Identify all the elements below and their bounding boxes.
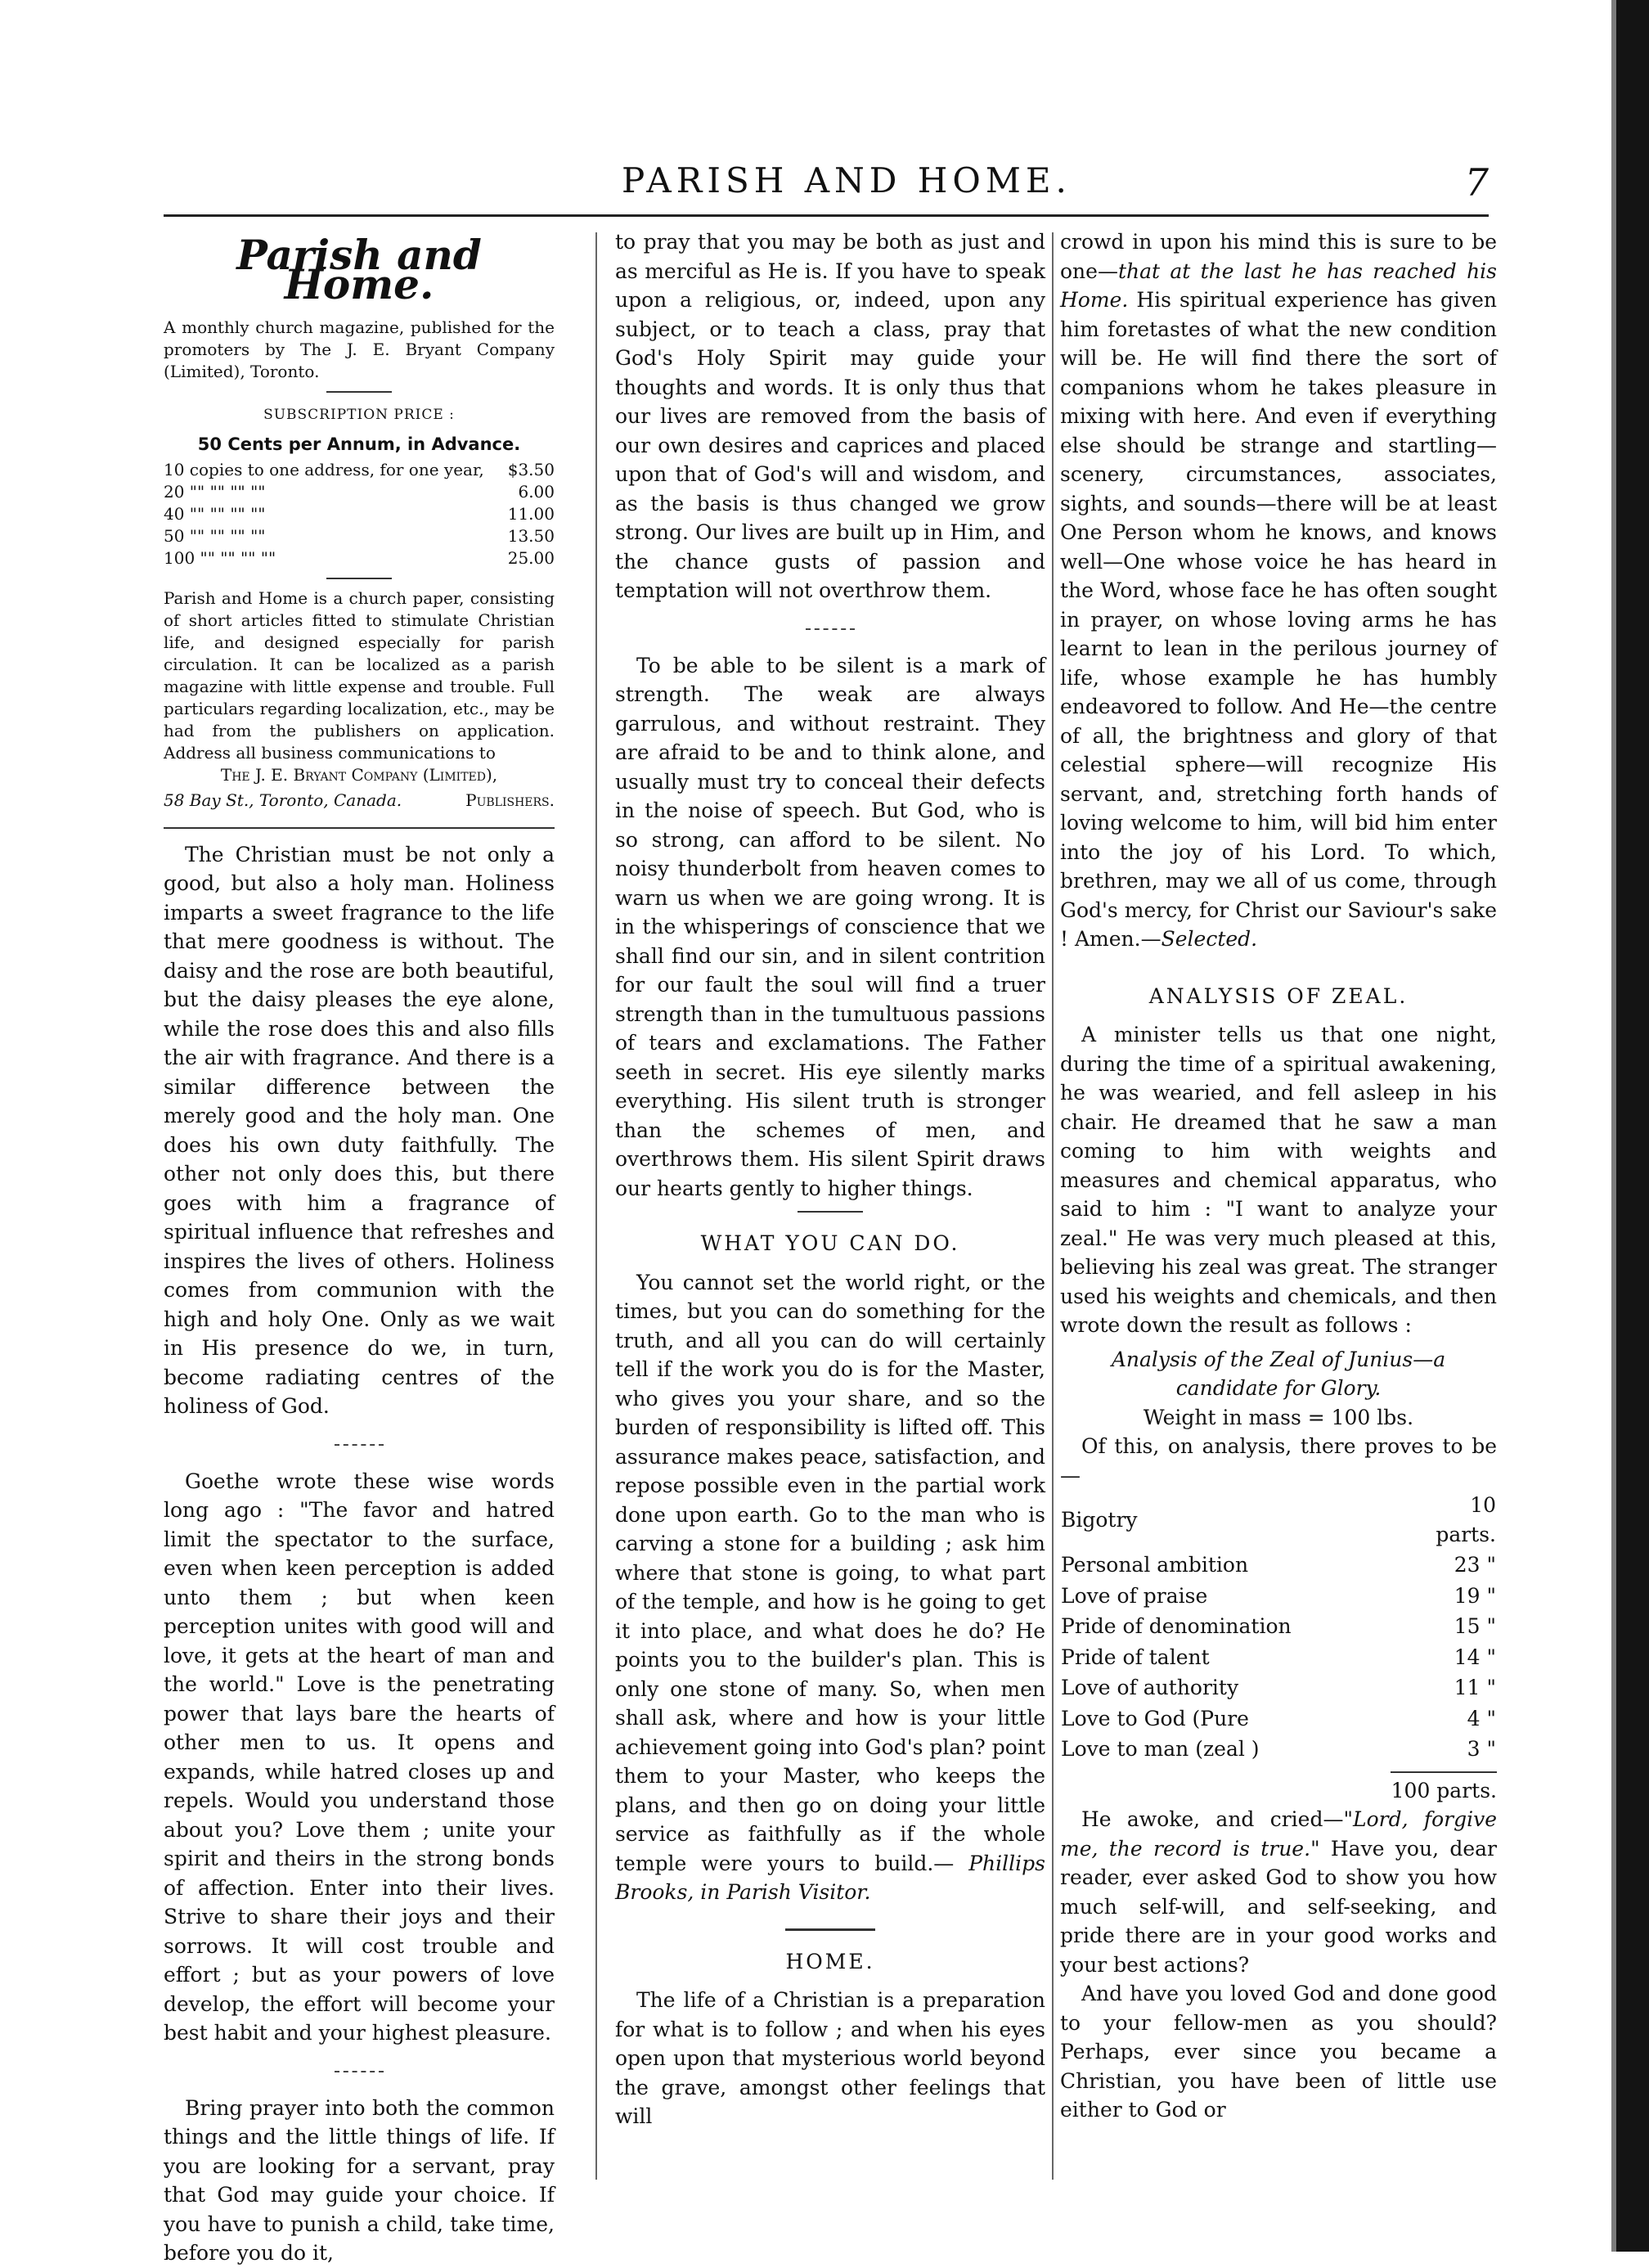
publisher-row	[164, 786, 555, 816]
separator	[806, 628, 855, 630]
column-3	[1060, 227, 1497, 2125]
awoke-paragraph: He awoke, and cried—"Lord, forgive me, the record is true." Have you, dear reader, ever asked God to show you how much self-will, and self-seeking, and pride there are in your good works and your best actions?	[1060, 1807, 1497, 1977]
subscription-label: SUBSCRIPTION PRICE :	[263, 407, 455, 423]
prayer-paragraph: Bring prayer into both the common things and the little things of life. If you are looking for a servant, pray that God may guide your choice. If you have to punish a child, take time, before you do it,	[164, 2095, 555, 2265]
prayer-continued: to pray that you may be both as just and as merciful as He is. If you have to speak upon a religious, or, indeed, upon any subject, or to teach a class, pray that God's Holy Spirit may guide your thoughts and words. It is only thus that our lives are removed from the basis of our own desires and caprices and placed upon that of God's will and wisdom, and as the basis is thus changed we grow strong. Our lives are built up in Him, and the chance gusts of passion and temptation will not overthrow them.	[615, 230, 1045, 602]
masthead-description: A monthly church magazine, published for the promoters by The J. E. Bryant Company (Limited), Toronto.	[164, 317, 555, 381]
rates-table	[164, 459, 555, 569]
what-you-can-do-credit: Phillips Brooks, in Parish Visitor.	[615, 1851, 1045, 1904]
header-rule	[164, 214, 1489, 217]
zeal-proves: Of this, on analysis, there proves to be—	[1060, 1434, 1497, 1487]
holiness-paragraph: The Christian must be not only a good, but also a holy man. Holiness imparts a sweet fragrance to the life that mere goodness is without. The daisy and the rose are both beautiful, but the daisy pleases the eye alone, while the rose does this and also fills the air with fragrance. And there is a similar difference between the merely good and the holy man. One does his own duty faithfully. The other not only does this, but there goes with him a fragrance of spiritual influence that refreshes and inspires the lives of others. Holiness comes from communion with the high and holy One. Only as we wait in His presence do we, in turn, become radiating centres of the holiness of God.	[164, 842, 555, 1418]
separator	[335, 1444, 384, 1446]
silent-paragraph: To be able to be silent is a mark of strength. The weak are always garrulous, and without restraint. They are afraid to be and to think alone, and usually must try to conceal their defects in the noise of speech. But God, who is so strong, can afford to be silent. No noisy thunderbolt from heaven comes to warn us when we are going wrong. It is in the whisperings of conscience that we shall find our sin, and in silent contrition for our fault the soul will find a truer strength than in the tumultuous passions of tears and exclamations. The Father seeth in secret. His eye silently marks everything. His silent truth is stronger than the schemes of men, and overthrows them. His silent Spirit draws our hearts gently to higher things.	[615, 653, 1045, 1200]
home-credit: Selected.	[1161, 927, 1258, 951]
separator	[335, 2071, 384, 2072]
zeal-row: Love to God (Pure 4 "	[1061, 1706, 1496, 1730]
zeal-weight: Weight in mass = 100 lbs.	[1143, 1405, 1414, 1429]
divider	[785, 1928, 875, 1931]
divider	[798, 1211, 863, 1213]
zeal-row: Pride of talent 14 "	[1061, 1645, 1496, 1669]
what-you-can-do-heading: WHAT YOU CAN DO.	[700, 1231, 960, 1255]
goethe-paragraph: Goethe wrote these wise words long ago : "The favor and hatred limit the spectator to the surface, even when keen perception is added unto them ; but when keen perception unites with good will and love, it gets at the heart of man and the world." Love is the penetrating power that lays bare the hearts of other men to us. It opens and expands, while hatred closes up and repels. Would you understand those about you? Love them ; unite your spirit and theirs in the strong bonds of affection. Enter into their lives. Strive to share their joys and their sorrows. It will cost trouble and effort ; but as your powers of love develop, the effort will become your best habit and your highest pleasure.	[164, 1469, 555, 2045]
publisher-name: The J. E. Bryant Company (Limited),	[220, 765, 498, 785]
divider	[326, 578, 392, 579]
home-continued: crowd in upon his mind this is sure to be one—that at the last he has reached his Home. His spiritual experience has given him foretastes of what the new condition will be. He will find there the sort of companions whom he takes pleasure in mixing with here. And even if everything else should be strange and startling—scenery, circumstances, associates, sights, and sounds—there will be at least One Person whom he knows, and knows well—One whose voice he has heard in the Word, whose face he has often sought in prayer, on whose loving arms he has learnt to lean in the perilous journey of life, whose example he has humbly endeavored to follow. And He—the centre of all, the brightness and glory of that celestial sphere—will recognize His servant, and, stretching forth hands of loving welcome to him, will bid him enter into the joy of his Lord. To which, brethren, may we all of us come, through God's mercy, for Christ our Saviour's sake ! Amen.—Selected.	[1060, 230, 1497, 951]
masthead-about: Parish and Home is a church paper, consisting of short articles fitted to stimulate Christian life, and designed especially for parish circulation. It can be localized as a parish magazine with little expense and trouble. Full particulars regarding localization, etc., may be had from the publishers on application. Address all business communications to	[164, 588, 555, 763]
rate-row: 100 "" "" "" "" 25.00	[164, 548, 555, 568]
zeal-row: Bigotry 10 parts.	[1061, 1493, 1496, 1546]
masthead-title: Parish and Home.	[236, 231, 482, 308]
zeal-intro: A minister tells us that one night, during the time of a spiritual awakening, he was wearied, and fell asleep in his chair. He dreamed that he saw a man coming to him with weights and measures and chemical apparatus, who said to him : "I want to analyze your zeal." He was very much pleased at this, believing his zeal was great. The stranger used his weights and chemicals, and then wrote down the result as follows :	[1060, 1023, 1497, 1337]
page-number: 7	[1464, 160, 1489, 205]
running-header	[164, 160, 1489, 209]
header-title: PARISH AND HOME.	[622, 160, 1072, 200]
rate-row: 50 "" "" "" "" 13.50	[164, 526, 555, 546]
divider	[326, 391, 392, 393]
rate-row: 20 "" "" "" "" 6.00	[164, 482, 555, 502]
page-edge	[1616, 0, 1649, 2252]
masthead-rule	[164, 827, 555, 829]
zeal-row: Love of authority 11 "	[1061, 1676, 1496, 1699]
zeal-row: Love of praise 19 "	[1061, 1583, 1496, 1608]
zeal-row: Love to man (zeal ) 3 "	[1061, 1737, 1496, 1761]
total-rule	[1391, 1771, 1497, 1773]
zeal-row: Pride of denomination 15 "	[1061, 1614, 1496, 1638]
publisher-address: 58 Bay St., Toronto, Canada.	[164, 790, 402, 810]
closing-paragraph: And have you loved God and done good to your fellow-men as you should? Perhaps, ever since you became a Christian, you have been of little use either to God or	[1060, 1982, 1497, 2122]
subscription-price: 50 Cents per Annum, in Advance.	[197, 434, 521, 454]
column-rule-1	[595, 232, 597, 2180]
publisher-label: Publishers.	[465, 790, 555, 810]
what-you-can-do-text: You cannot set the world right, or the times, but you can do something for the truth, and all you can do will certainly tell if the work you do is for the Master, who gives you your share, and so the burden of responsibility is lifted off. This assurance makes peace, satisfaction, and repose possible even in the partial work done upon earth. Go to the man who is carving a stone for a building ; ask him where that stone is going, to what part of the temple, and how is he going to get it into place, and what does he do? He points you to the builder's plan. This is only one stone of many. So, when men shall ask, where and how is your little achievement going into God's plan? point them to your Master, who keeps the plans, and then go on doing your little service as faithfully as if the whole temple were yours to build.— Phillips Brooks, in Parish Visitor.	[615, 1270, 1045, 1904]
zeal-analysis-title: Analysis of the Zeal of Junius—a candidate for Glory.	[1111, 1347, 1446, 1400]
zeal-table	[1060, 1490, 1497, 1765]
column-rule-2	[1052, 232, 1054, 2180]
column-2	[615, 227, 1045, 2131]
rate-row: 10 copies to one address, for one year, $3.50	[164, 460, 555, 479]
zeal-total: 100 parts.	[1391, 1778, 1497, 1802]
zeal-row: Personal ambition 23 "	[1061, 1553, 1496, 1577]
home-heading: HOME.	[785, 1949, 875, 1973]
rate-row: 40 "" "" "" "" 11.00	[164, 504, 555, 524]
column-1	[164, 227, 555, 2268]
analysis-of-zeal-heading: ANALYSIS OF ZEAL.	[1148, 983, 1409, 1008]
home-text: The life of a Christian is a preparation for what is to follow ; and when his eyes open upon that mysterious world beyond the grave, amongst other feelings that will	[615, 1988, 1045, 2128]
